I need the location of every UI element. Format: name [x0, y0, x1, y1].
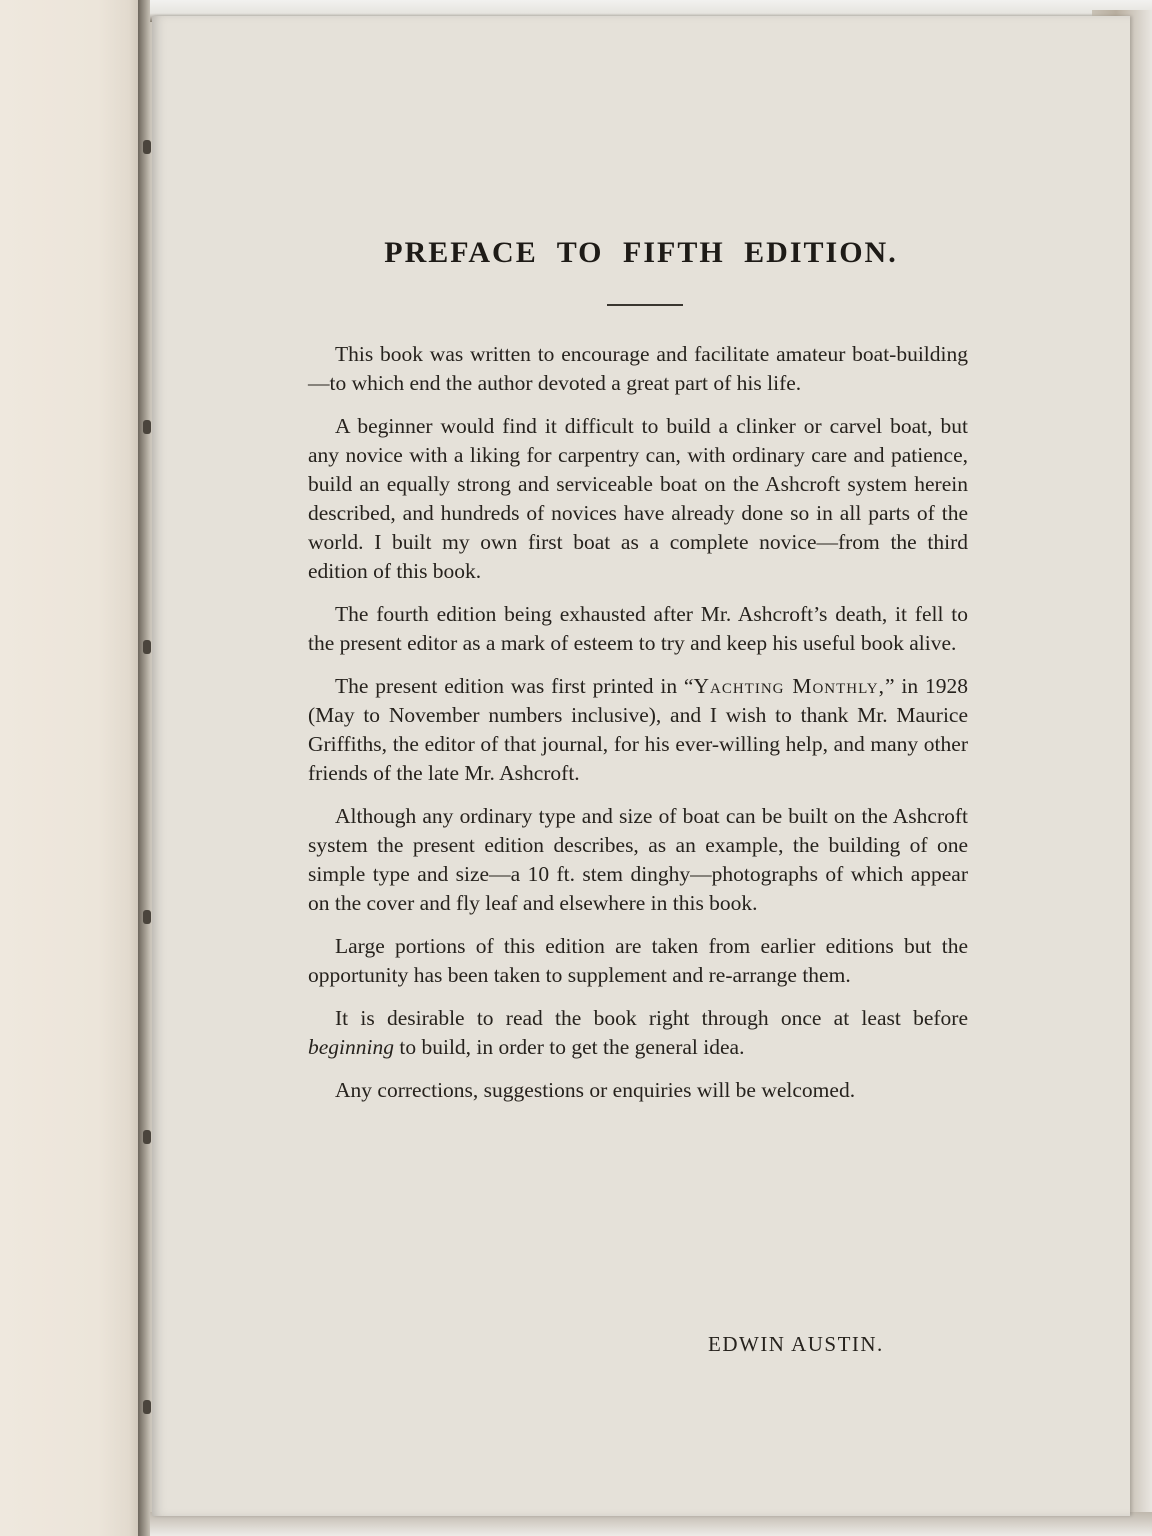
paragraph-1: This book was written to encourage and facilitate amateur boat-building—to which end the author devoted a great part of his life.	[308, 342, 968, 395]
paragraph-8: Any corrections, suggestions or enquiries will be welcomed.	[335, 1078, 856, 1102]
title-rule	[607, 304, 683, 306]
paragraph-6: Large portions of this edition are taken from earlier editions but the opportunity has been taken to supplement and re-arrange them.	[308, 934, 968, 987]
author-signature: EDWIN AUSTIN.	[708, 1332, 884, 1356]
paragraph-3: The fourth edition being exhausted after Mr. Ashcroft’s death, it fell to the present editor as a mark of esteem to try and keep his useful book alive.	[308, 602, 968, 655]
preface-body	[308, 340, 968, 1119]
paragraph-4-start: The present edition was first printed in “	[335, 674, 694, 698]
paragraph-7-end: to build, in order to get the general idea.	[394, 1035, 745, 1059]
binding-stitch	[143, 420, 151, 434]
paragraph-7	[308, 1004, 968, 1062]
page-title: PREFACE TO FIFTH EDITION.	[384, 236, 898, 269]
paragraph-4	[308, 672, 968, 788]
emphasis-beginning: beginning	[308, 1035, 394, 1059]
binding-stitch	[143, 1130, 151, 1144]
journal-name: Yachting Monthly,	[693, 674, 885, 698]
facing-page	[0, 0, 140, 1536]
paragraph-4-end: ” in 1928 (May to November numbers inclusive), and I wish to thank Mr. Maurice Griffiths, the editor of that journal, for his ever-willing help, and many other friends of the late Mr. Ashcroft.	[308, 674, 968, 785]
binding-stitch	[143, 140, 151, 154]
binding-stitch	[143, 910, 151, 924]
binding-stitch	[143, 1400, 151, 1414]
paragraph-5: Although any ordinary type and size of boat can be built on the Ashcroft system the present edition describes, as an example, the building of one simple type and size—a 10 ft. stem dinghy—photographs of which appear on the cover and fly leaf and elsewhere in this book.	[308, 804, 968, 915]
paragraph-7-start: It is desirable to read the book right through once at least before	[335, 1006, 968, 1030]
binding-stitch	[143, 640, 151, 654]
paragraph-2: A beginner would find it difficult to build a clinker or carvel boat, but any novice with a liking for carpentry can, with ordinary care and patience, build an equally strong and serviceable boat on the Ashcroft system herein described, and hundreds of novices have already done so in all parts of the world. I built my own first boat as a complete novice—from the third edition of this book.	[308, 414, 968, 583]
